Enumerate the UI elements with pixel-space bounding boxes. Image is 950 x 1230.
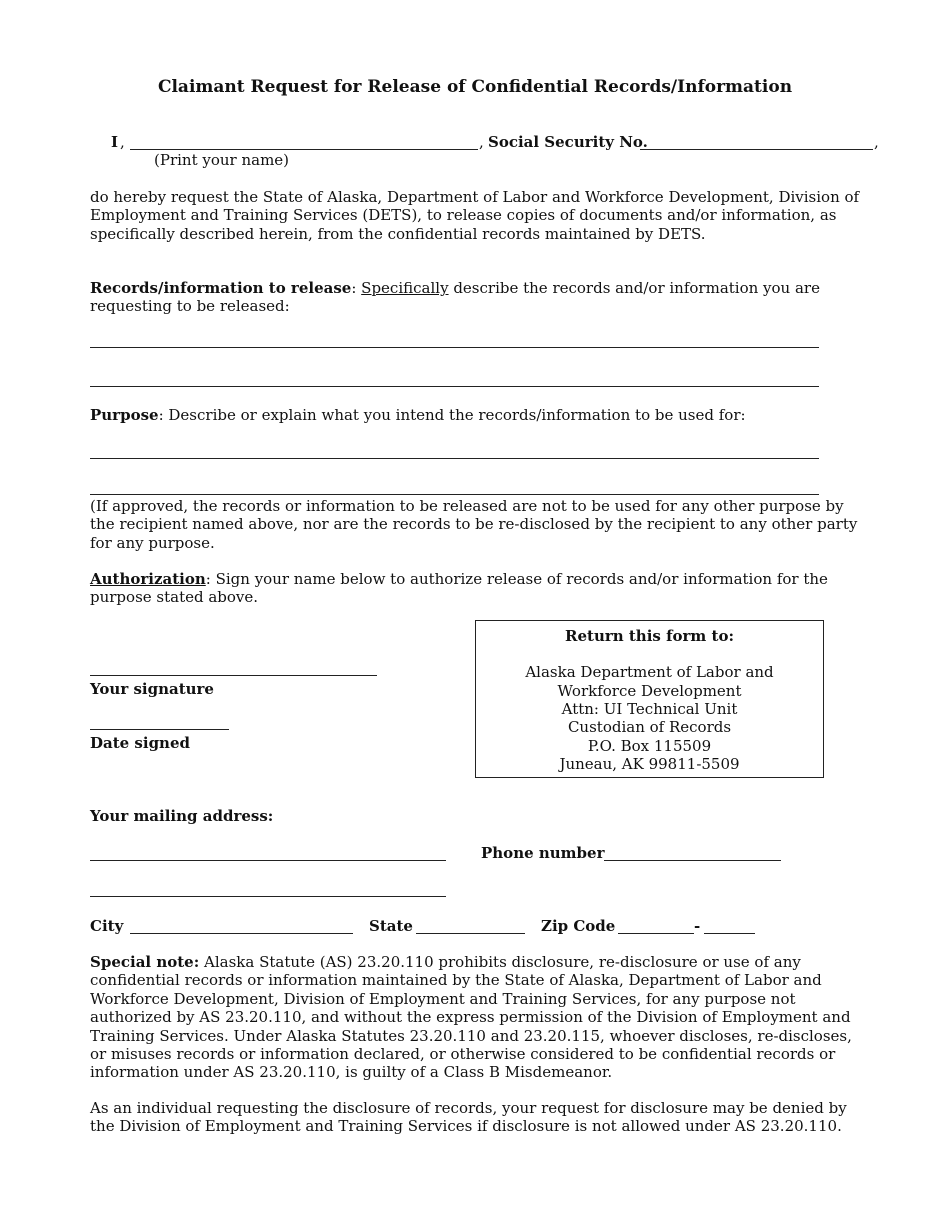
phone-field[interactable] xyxy=(604,860,781,861)
return-address-line: Custodian of Records xyxy=(567,718,732,737)
date-signed-label: Date signed xyxy=(90,734,190,752)
ssn-label: Social Security No. xyxy=(488,133,648,151)
records-line-1[interactable] xyxy=(90,347,819,348)
phone-label: Phone number xyxy=(481,844,605,862)
restriction-note: (If approved, the records or information to be released are not to be used for any other purpose by the recipient named above, nor are the records to be re-disclosed by the recipient to any other party for any purpose. xyxy=(90,497,858,552)
signature-field[interactable] xyxy=(90,675,377,676)
authorization-instruction xyxy=(90,570,860,607)
records-colon: : xyxy=(351,279,357,297)
comma-3: , xyxy=(874,133,879,151)
ssn-field[interactable] xyxy=(640,149,873,150)
special-note-text: Alaska Statute (AS) 23.20.110 prohibits disclosure, re-disclosure or use of any confidential records or information maintained by the State of Alaska, Department of Labor and Workforce Development, Division of Employment and Training Services, for any purpose not authorized by AS 23.20.110, and without the express permission of the Division of Employment and Training Services. Under Alaska Statutes 23.20.110 and 23.20.115, whoever discloses, re-discloses, or misuses records or information declared, or otherwise considered to be confidential records or information under AS 23.20.110, is guilty of a Class B Misdemeanor. xyxy=(90,953,852,1082)
request-statement: do hereby request the State of Alaska, Department of Labor and Workforce Development, Division of Employment and Training Services (DETS), to release copies of documents and/or information, as specifically described herein, from the confidential records maintained by DETS. xyxy=(90,188,860,243)
special-note-label: Special note: xyxy=(90,953,200,971)
zip-label: Zip Code xyxy=(541,917,616,935)
page-title: Claimant Request for Release of Confidential Records/Information xyxy=(157,77,793,97)
specifically-emphasis: Specifically xyxy=(361,279,449,297)
comma-2: , xyxy=(479,133,484,151)
comma-1: , xyxy=(120,133,125,151)
zip-extension-field[interactable] xyxy=(704,933,755,934)
return-address-line: Alaska Department of Labor and xyxy=(525,663,774,682)
purpose-label: Purpose xyxy=(90,406,159,424)
address-line-2[interactable] xyxy=(90,896,446,897)
purpose-instruction-text: : Describe or explain what you intend the records/information to be used for: xyxy=(158,406,746,424)
zip-dash: - xyxy=(694,917,701,935)
address-line-1[interactable] xyxy=(90,860,446,861)
name-field[interactable] xyxy=(130,149,478,150)
zip-field[interactable] xyxy=(618,933,694,934)
records-line-2[interactable] xyxy=(90,386,819,387)
return-address-box xyxy=(475,620,824,778)
state-field[interactable] xyxy=(416,933,525,934)
purpose-line-2[interactable] xyxy=(90,494,819,495)
city-label: City xyxy=(90,917,124,935)
date-signed-field[interactable] xyxy=(90,729,229,730)
purpose-instruction xyxy=(90,406,860,424)
records-label: Records/information to release xyxy=(90,279,352,297)
authorization-instruction-text: : Sign your name below to authorize release of records and/or information for the purpose stated above. xyxy=(90,570,828,607)
records-instruction xyxy=(90,279,860,316)
return-address-line: Attn: UI Technical Unit xyxy=(561,700,738,718)
return-box-header: Return this form to: xyxy=(565,627,734,645)
return-address-line: P.O. Box 115509 xyxy=(587,736,712,755)
signature-label: Your signature xyxy=(90,680,214,698)
state-label: State xyxy=(369,917,413,935)
closing-note: As an individual requesting the disclosure of records, your request for disclosure may be denied by the Division of Employment and Training Services if disclosure is not allowed under AS 23.20.110. xyxy=(90,1099,847,1136)
records-instruction-text: describe the records and/or information you are requesting to be released: xyxy=(90,279,820,316)
i-label: I xyxy=(111,133,119,151)
return-address-line: Juneau, AK 99811-5509 xyxy=(559,754,740,773)
print-name-hint: (Print your name) xyxy=(154,151,290,169)
return-address-line: Workforce Development xyxy=(557,681,742,700)
special-note xyxy=(90,953,865,1082)
mailing-address-label: Your mailing address: xyxy=(90,807,274,825)
authorization-label: Authorization xyxy=(90,570,206,588)
purpose-line-1[interactable] xyxy=(90,458,819,459)
city-field[interactable] xyxy=(130,933,353,934)
